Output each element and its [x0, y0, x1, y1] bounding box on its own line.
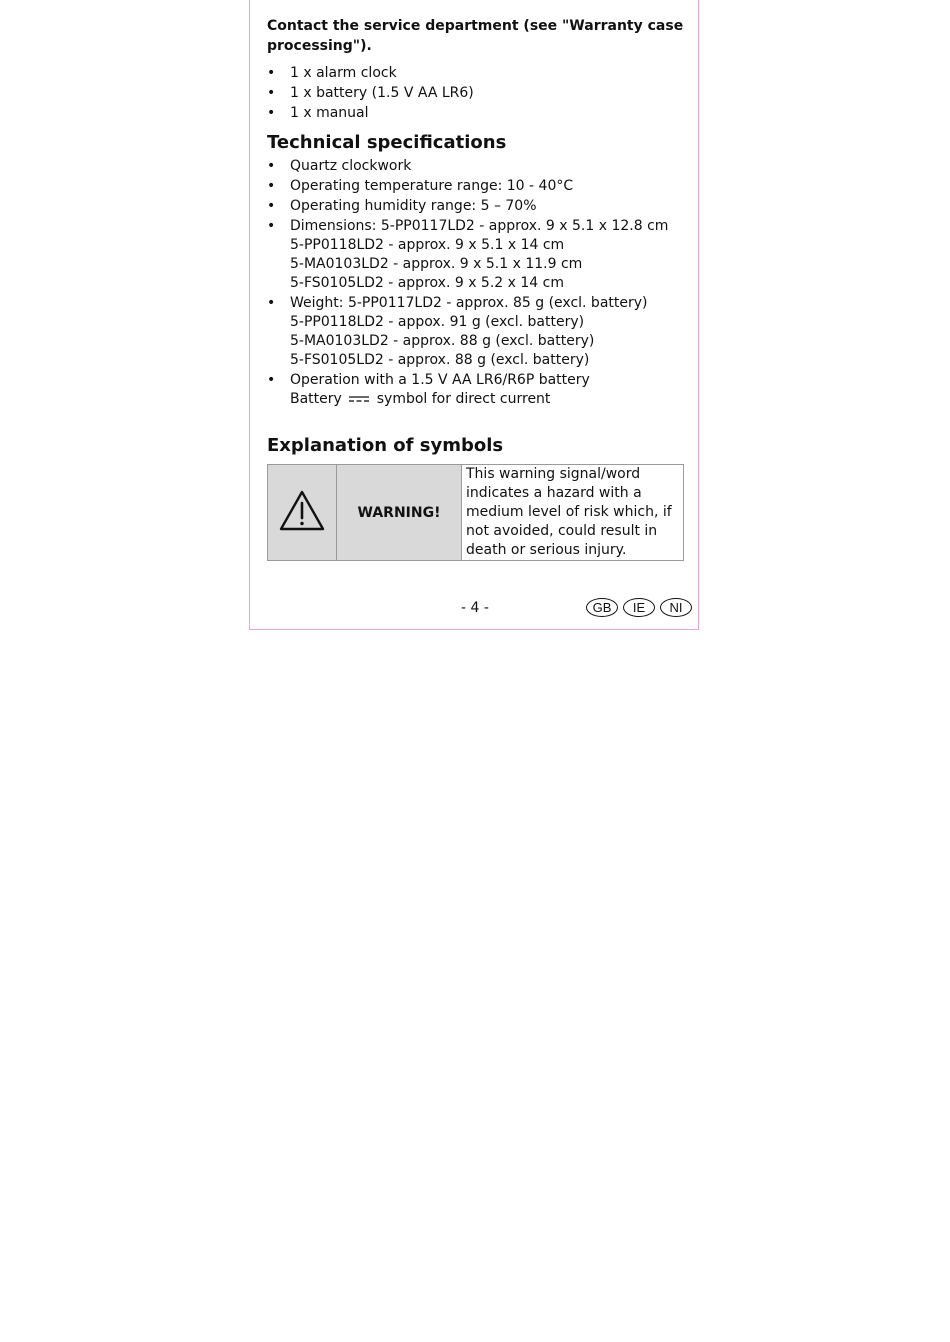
warning-description: This warning signal/word indicates a hazard with a medium level of risk which, if not avoided, could result in death or serious injury. — [462, 465, 684, 561]
warning-label: WARNING! — [337, 465, 462, 561]
country-badges — [586, 598, 697, 617]
country-badge-ie: IE — [623, 598, 655, 617]
battery-dc-line — [290, 390, 685, 409]
spec-humidity: • Operating humidity range: 5 – 70% — [267, 197, 685, 216]
spec-line: • Dimensions: 5-PP0117LD2 - approx. 9 x 5.1 x 12.8 cm — [290, 218, 669, 234]
page-number: - 4 - — [461, 600, 489, 616]
list-item: • 1 x alarm clock — [267, 64, 685, 83]
spec-line: 5-FS0105LD2 - approx. 9 x 5.2 x 14 cm — [290, 275, 564, 291]
spec-line: 5-PP0118LD2 - approx. 9 x 5.1 x 14 cm — [290, 237, 565, 253]
symbol-icon-cell — [268, 465, 337, 561]
spec-line: 5-PP0118LD2 - appox. 91 g (excl. battery) — [290, 314, 585, 330]
spec-dimensions — [267, 217, 685, 293]
country-badge-ni: NI — [660, 598, 692, 617]
table-row — [268, 465, 684, 561]
spec-temperature: • Operating temperature range: 10 - 40°C — [267, 177, 685, 196]
spec-weight — [267, 294, 685, 370]
package-contents-list — [267, 64, 685, 123]
page-footer — [249, 598, 699, 622]
symbols-table — [267, 464, 684, 561]
country-badge-gb: GB — [586, 598, 618, 617]
tech-specs-heading: Technical specifications — [267, 132, 507, 153]
spec-quartz: • Quartz clockwork — [267, 157, 685, 176]
battery-prefix: Battery — [290, 391, 342, 407]
spec-line: 5-MA0103LD2 - approx. 9 x 5.1 x 11.9 cm — [290, 256, 583, 272]
spec-line: • Weight: 5-PP0117LD2 - approx. 85 g (excl. battery) — [290, 295, 648, 311]
tech-specs-list — [267, 157, 685, 409]
intro-text: Contact the service department (see "Warranty case processing"). — [267, 18, 684, 54]
page-content — [267, 16, 685, 561]
spec-line: • Operation with a 1.5 V AA LR6/R6P battery — [290, 372, 590, 388]
symbols-heading: Explanation of symbols — [267, 435, 504, 456]
warning-triangle-icon — [278, 489, 326, 533]
spec-operation — [267, 371, 685, 409]
spec-line: 5-MA0103LD2 - approx. 88 g (excl. battery) — [290, 333, 595, 349]
list-item: • 1 x battery (1.5 V AA LR6) — [267, 84, 685, 103]
list-item: • 1 x manual — [267, 104, 685, 123]
battery-suffix: symbol for direct current — [376, 391, 551, 407]
direct-current-icon — [348, 395, 370, 403]
spec-line: 5-FS0105LD2 - approx. 88 g (excl. battery) — [290, 352, 590, 368]
